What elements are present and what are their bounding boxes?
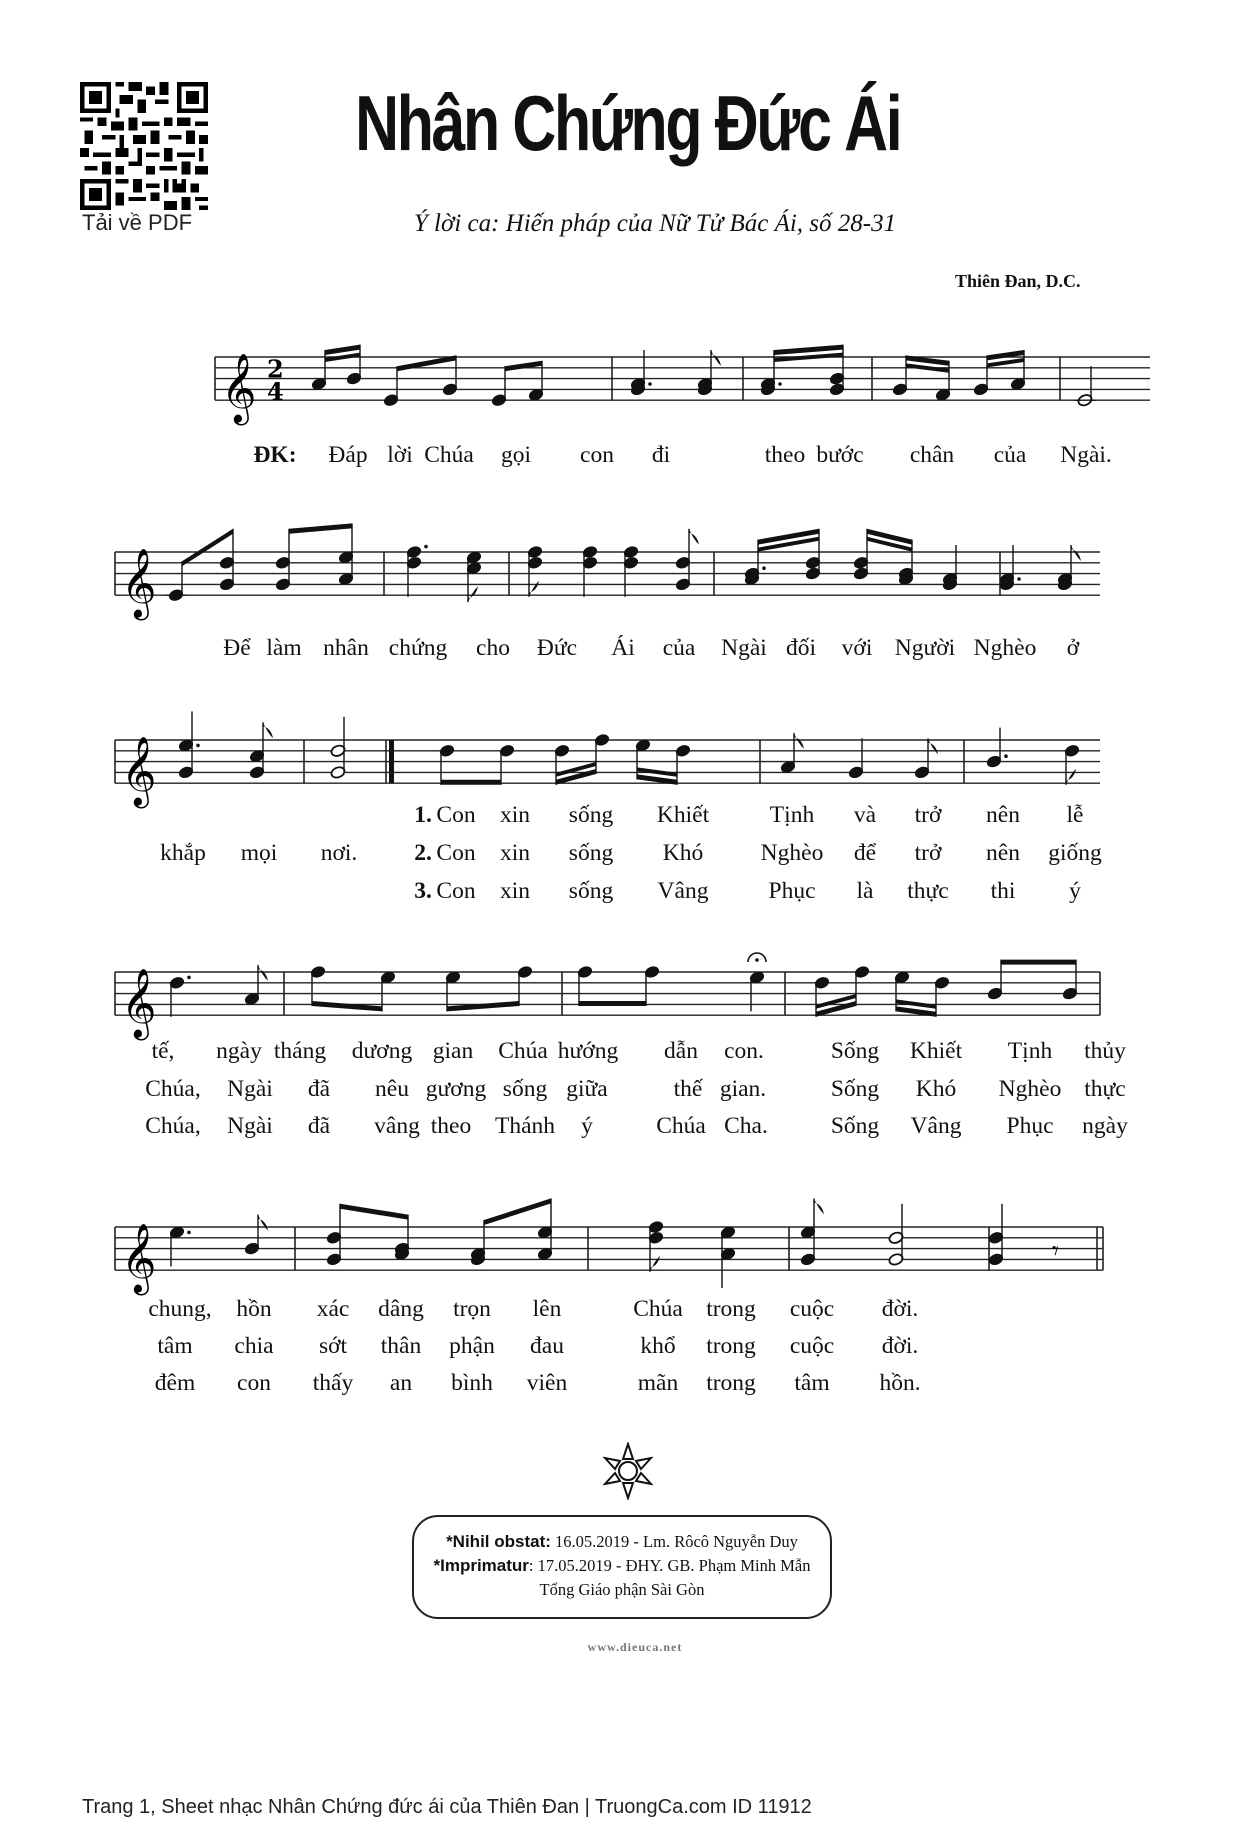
beam bbox=[505, 361, 542, 371]
lyric-word: cho bbox=[476, 635, 510, 661]
treble-clef-icon: 𝄞 bbox=[121, 968, 157, 1039]
lyric-word: sống bbox=[568, 802, 614, 828]
note bbox=[914, 738, 938, 779]
lyric-word: an bbox=[389, 1370, 413, 1396]
note bbox=[892, 355, 908, 396]
lyric-word: lời bbox=[387, 442, 413, 468]
lyric-word: tâm bbox=[794, 1370, 830, 1396]
note bbox=[644, 965, 660, 1006]
lyrics-line bbox=[0, 878, 1240, 908]
note bbox=[935, 361, 951, 402]
lyric-word: ngày bbox=[1082, 1113, 1128, 1139]
beam bbox=[484, 1198, 551, 1225]
lyrics-line bbox=[0, 1076, 1240, 1106]
lyric-word: mãn bbox=[637, 1370, 679, 1396]
lyrics-line bbox=[0, 1370, 1240, 1400]
lyrics-line bbox=[0, 840, 1240, 870]
lyric-word: Ngài bbox=[227, 1076, 273, 1102]
imprimatur-label: *Imprimatur bbox=[433, 1556, 529, 1575]
lyric-word: Con bbox=[436, 878, 476, 904]
lyric-word: đau bbox=[530, 1333, 564, 1359]
staff-system bbox=[0, 317, 1240, 457]
lyric-word: thủy bbox=[1084, 1038, 1126, 1064]
lyric-word: gian bbox=[432, 1038, 474, 1064]
lyric-word: Đáp bbox=[328, 442, 368, 468]
lyric-word: xin bbox=[499, 878, 531, 904]
note bbox=[244, 965, 268, 1006]
lyric-word: viên bbox=[526, 1370, 568, 1396]
beam bbox=[1001, 960, 1076, 965]
note bbox=[805, 529, 821, 581]
double-barline bbox=[389, 740, 394, 783]
note bbox=[829, 345, 845, 397]
imprimatur-text: : 17.05.2019 - ĐHY. GB. Phạm Minh Mẫn bbox=[528, 1556, 811, 1575]
lyric-word: cuộc bbox=[789, 1333, 835, 1359]
note bbox=[169, 1225, 191, 1266]
note bbox=[517, 965, 533, 1006]
note bbox=[244, 1215, 268, 1256]
diocese: Tổng Giáo phận Sài Gòn bbox=[539, 1580, 705, 1599]
lyric-word: mọi bbox=[240, 840, 278, 866]
lyric-word: Con bbox=[436, 840, 476, 866]
note bbox=[582, 545, 598, 597]
note bbox=[888, 1204, 904, 1267]
beam bbox=[579, 1001, 646, 1006]
note bbox=[527, 545, 543, 597]
lyric-word: Sống bbox=[830, 1076, 880, 1102]
imprimatur-line bbox=[414, 1554, 830, 1578]
beam bbox=[340, 1204, 408, 1220]
note bbox=[594, 733, 610, 774]
lyrics-line bbox=[0, 1333, 1240, 1363]
lyric-word: ở bbox=[1066, 635, 1080, 661]
treble-clef-icon: 𝄞 bbox=[121, 548, 157, 619]
lyric-word: đã bbox=[307, 1076, 331, 1102]
lyric-word: gian. bbox=[719, 1076, 767, 1102]
note bbox=[934, 976, 950, 1017]
lyric-word: trong bbox=[706, 1296, 756, 1322]
lyric-word: Chúa bbox=[656, 1113, 706, 1139]
lyric-word: Ngài bbox=[721, 635, 767, 661]
lyric-word: để bbox=[853, 840, 877, 866]
lyrics-line bbox=[0, 442, 1240, 472]
note bbox=[439, 744, 455, 785]
approval-box bbox=[412, 1515, 832, 1619]
lyric-word: ý bbox=[1069, 878, 1081, 904]
note bbox=[635, 738, 651, 779]
lyric-word: Người bbox=[894, 635, 956, 661]
lyrics-line bbox=[0, 635, 1240, 665]
lyric-word: đời. bbox=[881, 1296, 919, 1322]
time-signature: 2 bbox=[267, 354, 284, 384]
lyric-word: chân bbox=[909, 442, 955, 468]
note bbox=[720, 1225, 736, 1288]
lyric-word: trọn bbox=[453, 1296, 491, 1322]
note bbox=[1064, 744, 1080, 785]
lyric-word: đi bbox=[651, 442, 671, 468]
lyric-word: sống bbox=[502, 1076, 548, 1102]
lyrics-line bbox=[0, 1113, 1240, 1143]
lyric-word: của bbox=[662, 635, 696, 661]
lyric-word: theo bbox=[430, 1113, 472, 1139]
lyric-word: Ngài bbox=[227, 1113, 273, 1139]
lyric-word: gương bbox=[425, 1076, 487, 1102]
note bbox=[491, 366, 507, 407]
note bbox=[988, 1204, 1004, 1267]
verse-label: ĐK: bbox=[253, 442, 297, 468]
lyric-word: Thánh bbox=[494, 1113, 556, 1139]
lyric-word: trong bbox=[706, 1370, 756, 1396]
beam bbox=[441, 780, 501, 785]
note bbox=[973, 355, 989, 396]
lyric-word: Khó bbox=[662, 840, 704, 866]
lyric-word: tâm bbox=[157, 1333, 193, 1359]
lyric-word: và bbox=[853, 802, 877, 828]
lyric-word: với bbox=[841, 635, 873, 661]
lyric-word: theo bbox=[764, 442, 806, 468]
lyric-word: trong bbox=[706, 1333, 756, 1359]
verse-label: 1. bbox=[414, 802, 432, 828]
note bbox=[577, 965, 593, 1006]
note bbox=[854, 965, 870, 1006]
lyric-word: giống bbox=[1048, 840, 1102, 866]
lyric-word: tế, bbox=[151, 1038, 175, 1064]
eighth-rest-icon bbox=[1052, 1236, 1059, 1266]
lyric-word: sống bbox=[568, 840, 614, 866]
lyric-word: Chúa bbox=[424, 442, 474, 468]
lyric-word: Nghèo bbox=[998, 1076, 1062, 1102]
lyric-word: nêu bbox=[375, 1076, 409, 1102]
lyric-word: con bbox=[580, 442, 614, 468]
song-title: Nhân Chứng Đức Ái bbox=[355, 79, 901, 167]
download-pdf-link[interactable]: Tải về PDF bbox=[82, 210, 193, 235]
composer-name: Thiên Đan, D.C. bbox=[955, 271, 1081, 291]
lyric-word: thi bbox=[990, 878, 1016, 904]
verse-label: 2. bbox=[414, 840, 432, 866]
lyric-word: sớt bbox=[318, 1333, 348, 1359]
treble-clef-icon: 𝄞 bbox=[121, 736, 157, 807]
lyric-word: chia bbox=[234, 1333, 274, 1359]
lyric-word: Nghèo bbox=[973, 635, 1037, 661]
lyric-word: Sống bbox=[830, 1113, 880, 1139]
note bbox=[383, 366, 399, 407]
note bbox=[338, 523, 354, 586]
nihil-obstat-text: 16.05.2019 - Lm. Rôcô Nguyễn Duy bbox=[550, 1532, 798, 1551]
lyric-word: ý bbox=[581, 1113, 593, 1139]
lyric-word: nhân bbox=[323, 635, 369, 661]
lyric-word: con bbox=[237, 1370, 271, 1396]
lyric-word: Ngài. bbox=[1060, 442, 1112, 468]
lyric-word: Ái bbox=[611, 635, 635, 661]
lyrics-line bbox=[0, 1296, 1240, 1326]
lyric-word: lên bbox=[532, 1296, 562, 1322]
lyric-word: dâng bbox=[378, 1296, 424, 1322]
lyric-word: Con bbox=[436, 802, 476, 828]
lyric-word: đối bbox=[785, 635, 817, 661]
beam bbox=[289, 523, 352, 533]
lyric-word: bình bbox=[451, 1370, 493, 1396]
lyric-word: đời. bbox=[881, 1333, 919, 1359]
lyric-word: Chúa, bbox=[145, 1113, 201, 1139]
treble-clef-icon: 𝄞 bbox=[221, 353, 257, 424]
lyrics-line bbox=[0, 802, 1240, 832]
lyric-word: Để bbox=[223, 635, 251, 661]
lyric-word: Tịnh bbox=[1007, 1038, 1053, 1064]
note bbox=[178, 711, 200, 779]
lyric-word: trở bbox=[914, 840, 942, 866]
lyrics-source: Ý lời ca: Hiến pháp của Nữ Tử Bác Ái, số 28-31 bbox=[413, 210, 897, 237]
beam bbox=[397, 355, 456, 371]
page-footer: Trang 1, Sheet nhạc Nhân Chứng đức ái của Thiên Đan | TruongCa.com ID 11912 bbox=[82, 1796, 812, 1818]
lyric-word: Chúa bbox=[633, 1296, 683, 1322]
nihil-obstat-line bbox=[414, 1530, 830, 1554]
note bbox=[445, 970, 461, 1011]
lyric-word: khổ bbox=[640, 1333, 676, 1359]
lyric-word: nên bbox=[986, 802, 1020, 828]
lyric-word: lễ bbox=[1066, 802, 1084, 828]
lyric-word: Sống bbox=[830, 1038, 880, 1064]
treble-clef-icon: 𝄞 bbox=[121, 1223, 157, 1294]
lyric-word: Phục bbox=[768, 878, 816, 904]
note bbox=[275, 529, 291, 592]
lyric-word: Chúa bbox=[498, 1038, 548, 1064]
note bbox=[800, 1198, 824, 1266]
lyric-word: đã bbox=[307, 1113, 331, 1139]
lyric-word: Tịnh bbox=[769, 802, 815, 828]
lyric-word: hướng bbox=[557, 1038, 619, 1064]
note bbox=[675, 529, 699, 592]
lyric-word: Chúa, bbox=[145, 1076, 201, 1102]
lyric-word: hồn bbox=[236, 1296, 272, 1322]
note bbox=[623, 545, 639, 597]
lyric-word: Cha. bbox=[724, 1113, 768, 1139]
note bbox=[310, 965, 326, 1006]
lyric-word: ngày bbox=[216, 1038, 262, 1064]
note bbox=[1074, 366, 1096, 407]
note bbox=[853, 529, 869, 581]
note bbox=[326, 1204, 342, 1267]
note bbox=[380, 970, 396, 1011]
website-credit: www.dieuca.net bbox=[587, 1640, 683, 1654]
lyric-word: phận bbox=[449, 1333, 495, 1359]
lyric-word: dương bbox=[351, 1038, 413, 1064]
lyric-word: xin bbox=[499, 840, 531, 866]
note bbox=[1062, 960, 1078, 1001]
lyric-word: của bbox=[993, 442, 1027, 468]
lyric-word: Khiết bbox=[909, 1038, 963, 1064]
lyric-word: Nghèo bbox=[760, 840, 824, 866]
lyric-word: con. bbox=[724, 1038, 764, 1064]
lyric-word: chung, bbox=[148, 1296, 212, 1322]
note bbox=[848, 738, 864, 779]
verse-label: 3. bbox=[414, 878, 432, 904]
lyric-word: hồn. bbox=[879, 1370, 921, 1396]
lyric-word: giữa bbox=[566, 1076, 608, 1102]
lyric-word: trở bbox=[914, 802, 942, 828]
lyric-word: thực bbox=[907, 878, 949, 904]
nihil-obstat-label: *Nihil obstat: bbox=[446, 1532, 551, 1551]
lyric-word: Khó bbox=[915, 1076, 957, 1102]
lyric-word: đêm bbox=[154, 1370, 196, 1396]
note bbox=[894, 970, 910, 1011]
note bbox=[169, 976, 191, 1017]
lyric-word: chứng bbox=[388, 635, 448, 661]
note bbox=[499, 744, 515, 785]
lyric-word: Vâng bbox=[657, 878, 709, 904]
lyric-word: xin bbox=[499, 802, 531, 828]
lyric-word: là bbox=[856, 878, 874, 904]
lyric-word: thân bbox=[380, 1333, 422, 1359]
lyric-word: bước bbox=[816, 442, 864, 468]
staff-system bbox=[0, 512, 1240, 652]
note bbox=[648, 1220, 664, 1272]
lyric-word: Vâng bbox=[910, 1113, 962, 1139]
lyrics-line bbox=[0, 1038, 1240, 1068]
note bbox=[330, 717, 346, 780]
note bbox=[311, 350, 327, 391]
lyric-word: vâng bbox=[374, 1113, 420, 1139]
flower-star-ornament-icon bbox=[603, 1442, 653, 1500]
lyric-word: Khiết bbox=[656, 802, 710, 828]
note bbox=[165, 561, 187, 602]
lyric-word: làm bbox=[266, 635, 302, 661]
beam bbox=[312, 1001, 382, 1011]
lyric-word: dẫn bbox=[664, 1038, 698, 1064]
lyric-word: nên bbox=[986, 840, 1020, 866]
lyric-word: gọi bbox=[500, 442, 532, 468]
time-signature: 4 bbox=[267, 377, 284, 407]
lyric-word: cuộc bbox=[789, 1296, 835, 1322]
lyric-word: thực bbox=[1084, 1076, 1126, 1102]
note bbox=[986, 728, 1008, 769]
lyric-word: nơi. bbox=[320, 840, 358, 866]
note bbox=[780, 733, 804, 774]
beam bbox=[447, 1001, 519, 1011]
lyric-word: thấy bbox=[312, 1370, 354, 1396]
note bbox=[537, 1198, 553, 1261]
svg-text:𝄾: 𝄾 bbox=[1052, 1236, 1059, 1267]
note bbox=[466, 550, 482, 602]
note bbox=[987, 960, 1003, 1001]
lyric-word: khắp bbox=[160, 840, 206, 866]
lyric-word: thế bbox=[673, 1076, 703, 1102]
note bbox=[675, 744, 691, 785]
lyric-word: Phục bbox=[1006, 1113, 1054, 1139]
lyric-word: Đức bbox=[536, 635, 578, 661]
lyric-word: sống bbox=[568, 878, 614, 904]
lyric-word: xác bbox=[316, 1296, 350, 1322]
lyric-word: tháng bbox=[273, 1038, 327, 1064]
